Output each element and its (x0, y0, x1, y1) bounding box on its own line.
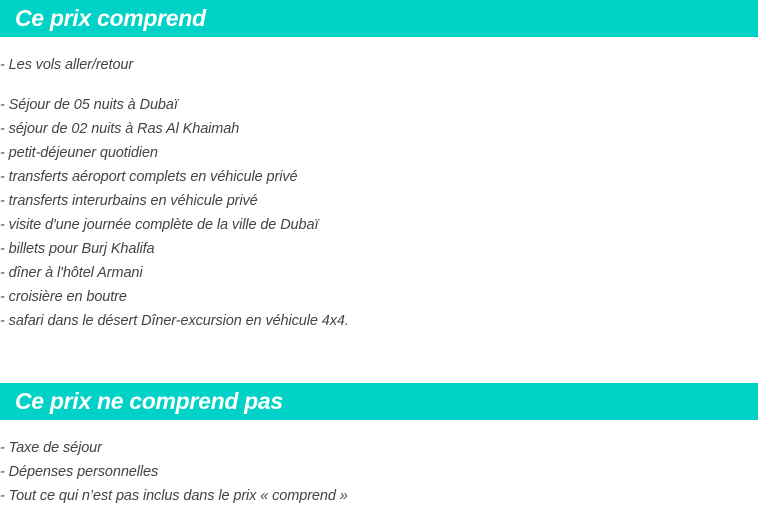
list-item: - Dépenses personnelles (0, 460, 348, 484)
list-item: - Tout ce qui n’est pas inclus dans le prix « comprend » (0, 484, 348, 508)
included-list-flights (0, 53, 133, 77)
list-item: - transferts interurbains en véhicule privé (0, 189, 349, 213)
list-item: - Les vols aller/retour (0, 53, 133, 77)
list-item: - Taxe de séjour (0, 436, 348, 460)
list-item: - billets pour Burj Khalifa (0, 237, 349, 261)
included-section-title: Ce prix comprend (15, 5, 206, 31)
excluded-section-title: Ce prix ne comprend pas (15, 388, 283, 414)
list-item: - dîner à l'hôtel Armani (0, 261, 349, 285)
list-item: - Séjour de 05 nuits à Dubaï (0, 93, 349, 117)
included-section-header (0, 0, 758, 37)
list-item: - petit-déjeuner quotidien (0, 141, 349, 165)
list-item: - séjour de 02 nuits à Ras Al Khaimah (0, 117, 349, 141)
included-list (0, 93, 349, 333)
excluded-list (0, 436, 348, 508)
list-item: - safari dans le désert Dîner-excursion en véhicule 4x4. (0, 309, 349, 333)
excluded-section-header (0, 383, 758, 420)
list-item: - transferts aéroport complets en véhicule privé (0, 165, 349, 189)
list-item: - croisière en boutre (0, 285, 349, 309)
list-item: - visite d'une journée complète de la ville de Dubaï (0, 213, 349, 237)
